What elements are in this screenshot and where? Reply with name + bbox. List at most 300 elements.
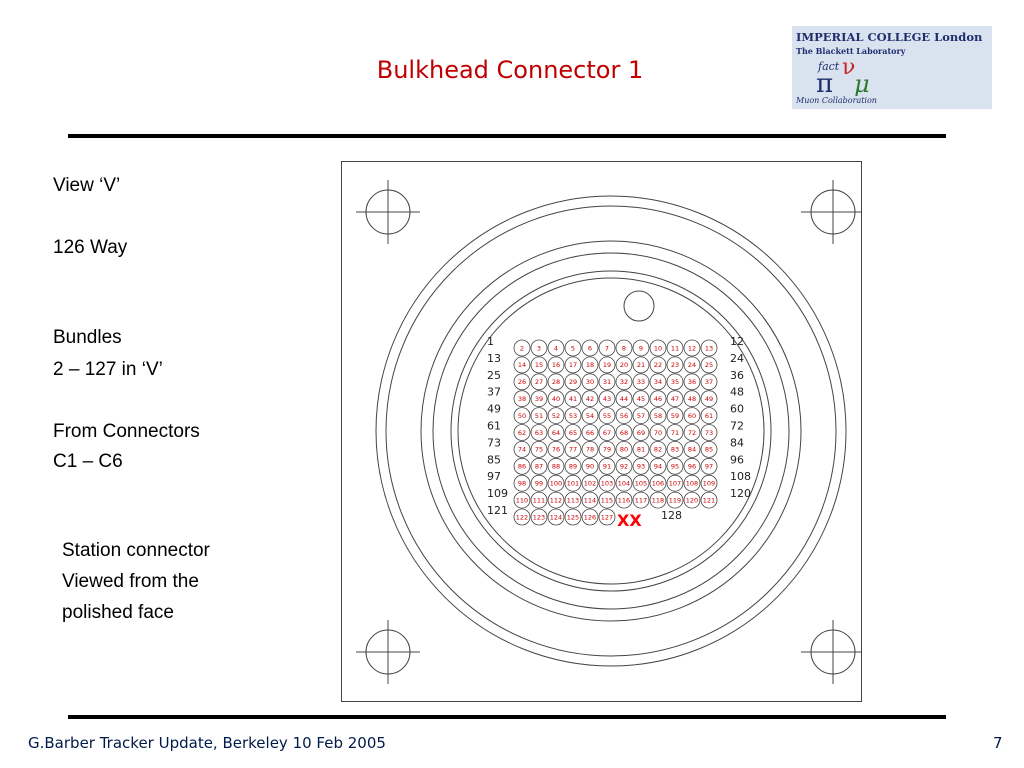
pin-113: [565, 492, 581, 508]
pin-121: [701, 492, 717, 508]
pin-33: [633, 374, 649, 390]
row-end-label-120: 120: [730, 487, 751, 501]
pin-107: [667, 475, 683, 491]
row-end-label-24: 24: [730, 351, 744, 365]
pin-38: [514, 391, 530, 407]
pin-50: [514, 408, 530, 424]
pin-19: [599, 357, 615, 373]
pin-number: 56: [619, 411, 629, 420]
pin-number: 20: [619, 361, 629, 370]
pin-number: 95: [670, 462, 680, 471]
pin-number: 4: [553, 344, 559, 353]
pin-number: 119: [668, 496, 682, 505]
pin-25: [701, 357, 717, 373]
pin-number: 71: [670, 428, 680, 437]
mounting-hole-bottom-right: [801, 620, 862, 684]
pin-103: [599, 475, 615, 491]
pin-42: [582, 391, 598, 407]
pin-number: 6: [587, 344, 593, 353]
pin-8: [616, 340, 632, 356]
row-end-label-12: 12: [730, 335, 744, 348]
pin-number: 126: [583, 513, 597, 522]
svg-text:π: π: [816, 69, 834, 96]
imperial-college-logo: [792, 26, 992, 109]
pin-3: [531, 340, 547, 356]
pin-number: 32: [619, 378, 629, 387]
pin-number: 55: [602, 411, 612, 420]
pin-39: [531, 391, 547, 407]
pin-number: 116: [617, 496, 631, 505]
pin-number: 96: [687, 462, 697, 471]
pin-number: 47: [670, 395, 680, 403]
pin-87: [531, 458, 547, 474]
pin-number: 72: [687, 428, 697, 437]
pin-number: 52: [551, 411, 561, 420]
pin-93: [633, 458, 649, 474]
caption-line-3: polished face: [62, 602, 174, 623]
pin-98: [514, 475, 530, 491]
row-start-label-109: 109: [487, 487, 508, 501]
mounting-hole-top-left: [356, 180, 420, 244]
pin-number: 9: [638, 344, 644, 353]
pin-number: 61: [704, 411, 714, 420]
pin-number: 10: [653, 344, 663, 353]
pin-number: 28: [551, 378, 561, 387]
connector-range: C1 – C6: [53, 451, 123, 472]
pin-13: [701, 340, 717, 356]
row-start-labels: [487, 335, 508, 517]
pin-128-label: 128: [661, 509, 682, 522]
pin-number: 99: [534, 479, 544, 488]
pin-10: [650, 340, 666, 356]
pin-122: [514, 509, 530, 525]
pin-111: [531, 492, 547, 508]
pin-27: [531, 374, 547, 390]
page-number: 7: [993, 734, 1003, 752]
pin-124: [548, 509, 564, 525]
caption-line-1: Station connector: [62, 540, 210, 561]
pin-115: [599, 492, 615, 508]
pin-63: [531, 425, 547, 441]
pin-72: [684, 425, 700, 441]
pin-number: 69: [636, 428, 646, 437]
pin-number: 65: [568, 428, 578, 437]
pin-61: [701, 408, 717, 424]
pin-49: [701, 391, 717, 407]
row-start-label-37: 37: [487, 385, 501, 399]
xx-marker: XX: [617, 511, 642, 530]
pin-number: 64: [551, 428, 561, 437]
pin-53: [565, 408, 581, 424]
pin-88: [548, 458, 564, 474]
pin-16: [548, 357, 564, 373]
pin-117: [633, 492, 649, 508]
row-start-label-85: 85: [487, 453, 501, 467]
row-start-label-121: 121: [487, 504, 508, 517]
pin-96: [684, 458, 700, 474]
pin-9: [633, 340, 649, 356]
pin-number: 57: [636, 411, 646, 420]
pin-number: 39: [534, 395, 544, 403]
logo-college-name: IMPERIAL COLLEGE London: [796, 30, 983, 44]
pin-number: 81: [636, 445, 646, 454]
pin-125: [565, 509, 581, 525]
row-start-label-61: 61: [487, 419, 501, 433]
pin-number: 105: [634, 479, 648, 488]
pin-number: 36: [687, 378, 697, 387]
pin-55: [599, 408, 615, 424]
row-end-labels: [730, 335, 751, 500]
pin-21: [633, 357, 649, 373]
pin-number: 62: [517, 428, 527, 437]
svg-text:fact: fact: [818, 60, 840, 73]
pin-number: 84: [687, 445, 697, 454]
row-end-label-48: 48: [730, 385, 744, 399]
pin-number: 35: [670, 378, 680, 387]
pin-18: [582, 357, 598, 373]
row-start-label-1: 1: [487, 335, 494, 348]
pin-number: 13: [704, 344, 714, 353]
bottom-divider: [68, 715, 946, 719]
row-end-label-60: 60: [730, 402, 744, 416]
pin-number: 41: [568, 395, 578, 403]
pin-104: [616, 475, 632, 491]
pin-number: 51: [534, 411, 544, 420]
pin-59: [667, 408, 683, 424]
pin-number: 109: [702, 479, 716, 488]
pin-number: 7: [604, 344, 610, 353]
logo-lab-name: The Blackett Laboratory: [796, 46, 906, 56]
pin-number: 124: [549, 513, 563, 522]
pin-number: 85: [704, 445, 714, 454]
pin-number: 79: [602, 445, 612, 454]
pin-15: [531, 357, 547, 373]
footer-text: G.Barber Tracker Update, Berkeley 10 Feb 2005: [28, 734, 386, 752]
pin-82: [650, 441, 666, 457]
pin-83: [667, 441, 683, 457]
pin-number: 120: [685, 496, 699, 505]
pin-37: [701, 374, 717, 390]
pin-108: [684, 475, 700, 491]
pin-number: 123: [532, 513, 546, 522]
pin-36: [684, 374, 700, 390]
pin-99: [531, 475, 547, 491]
pin-66: [582, 425, 598, 441]
pin-number: 87: [534, 462, 544, 471]
row-start-label-73: 73: [487, 436, 501, 450]
pin-11: [667, 340, 683, 356]
pin-grid: [514, 340, 717, 525]
pin-number: 117: [634, 496, 648, 505]
pin-57: [633, 408, 649, 424]
caption-line-2: Viewed from the: [62, 571, 199, 592]
mounting-hole-bottom-left: [356, 620, 420, 684]
pin-67: [599, 425, 615, 441]
pin-number: 29: [568, 378, 578, 387]
pin-number: 45: [636, 395, 646, 403]
pin-number: 33: [636, 378, 646, 387]
slide-title: Bulkhead Connector 1: [376, 56, 644, 84]
pin-number: 44: [619, 395, 629, 403]
pin-number: 103: [600, 479, 614, 488]
pin-81: [633, 441, 649, 457]
pin-24: [684, 357, 700, 373]
pin-114: [582, 492, 598, 508]
pin-number: 11: [670, 344, 680, 353]
pin-97: [701, 458, 717, 474]
pin-44: [616, 391, 632, 407]
pin-41: [565, 391, 581, 407]
pin-number: 43: [602, 395, 612, 403]
pin-number: 23: [670, 361, 680, 370]
pin-58: [650, 408, 666, 424]
pin-number: 2: [519, 344, 525, 353]
pin-number: 104: [617, 479, 631, 488]
pin-75: [531, 441, 547, 457]
pin-120: [684, 492, 700, 508]
pin-number: 22: [653, 361, 663, 370]
pin-number: 25: [704, 361, 714, 370]
pin-45: [633, 391, 649, 407]
pin-number: 107: [668, 479, 682, 488]
pin-number: 73: [704, 428, 714, 437]
pin-116: [616, 492, 632, 508]
pin-64: [548, 425, 564, 441]
pin-number: 21: [636, 361, 646, 370]
pin-48: [684, 391, 700, 407]
pin-number: 113: [566, 496, 580, 505]
pin-90: [582, 458, 598, 474]
pin-71: [667, 425, 683, 441]
pin-number: 127: [600, 513, 614, 522]
pin-126: [582, 509, 598, 525]
pin-number: 97: [704, 462, 714, 471]
pin-5: [565, 340, 581, 356]
pin-28: [548, 374, 564, 390]
bundles-label: Bundles: [53, 327, 122, 348]
pin-number: 75: [534, 445, 544, 454]
way-label: 126 Way: [53, 237, 128, 258]
pin-number: 74: [517, 445, 527, 454]
pin-32: [616, 374, 632, 390]
row-end-label-96: 96: [730, 453, 744, 467]
pin-number: 14: [517, 361, 527, 370]
pin-number: 37: [704, 378, 714, 387]
pin-65: [565, 425, 581, 441]
pin-number: 49: [704, 395, 714, 403]
pin-46: [650, 391, 666, 407]
pin-number: 48: [687, 395, 697, 403]
pin-79: [599, 441, 615, 457]
pin-number: 77: [568, 445, 578, 454]
pin-105: [633, 475, 649, 491]
pin-number: 38: [517, 395, 527, 403]
pin-number: 88: [551, 462, 561, 471]
pin-number: 78: [585, 445, 595, 454]
pin-number: 46: [653, 395, 663, 403]
pin-number: 17: [568, 361, 578, 370]
pin-94: [650, 458, 666, 474]
pin-80: [616, 441, 632, 457]
pin-85: [701, 441, 717, 457]
pin-51: [531, 408, 547, 424]
pin-number: 93: [636, 462, 646, 471]
pin-102: [582, 475, 598, 491]
pin-number: 90: [585, 462, 595, 471]
svg-text:ν: ν: [842, 56, 856, 80]
muon-logo-icon: [812, 56, 892, 96]
pin-number: 53: [568, 411, 578, 420]
pin-number: 24: [687, 361, 697, 370]
pin-number: 42: [585, 395, 595, 403]
pin-86: [514, 458, 530, 474]
pin-number: 30: [585, 378, 595, 387]
pin-number: 118: [651, 496, 665, 505]
pin-76: [548, 441, 564, 457]
row-end-label-108: 108: [730, 470, 751, 484]
pin-112: [548, 492, 564, 508]
pin-number: 18: [585, 361, 595, 370]
connector-drawing: [341, 161, 862, 702]
view-label: View ‘V’: [53, 175, 121, 196]
row-start-label-97: 97: [487, 470, 501, 484]
pin-17: [565, 357, 581, 373]
pin-number: 70: [653, 428, 663, 437]
row-end-label-36: 36: [730, 368, 744, 382]
pin-22: [650, 357, 666, 373]
pin-109: [701, 475, 717, 491]
pin-number: 12: [687, 344, 697, 353]
pin-52: [548, 408, 564, 424]
pin-number: 63: [534, 428, 544, 437]
pin-43: [599, 391, 615, 407]
pin-number: 54: [585, 411, 595, 420]
pin-number: 8: [621, 344, 627, 353]
pin-number: 19: [602, 361, 612, 370]
pin-77: [565, 441, 581, 457]
pin-60: [684, 408, 700, 424]
pin-29: [565, 374, 581, 390]
pin-95: [667, 458, 683, 474]
keyway-hole: [624, 291, 654, 321]
pin-number: 16: [551, 361, 561, 370]
pin-number: 76: [551, 445, 561, 454]
pin-number: 82: [653, 445, 663, 454]
pin-number: 68: [619, 428, 629, 437]
pin-number: 112: [549, 496, 563, 505]
pin-127: [599, 509, 615, 525]
pin-number: 121: [702, 496, 716, 505]
row-end-label-84: 84: [730, 436, 744, 450]
pin-89: [565, 458, 581, 474]
pin-number: 98: [517, 479, 527, 488]
pin-number: 106: [651, 479, 665, 488]
pin-number: 110: [515, 496, 529, 505]
pin-74: [514, 441, 530, 457]
bundles-range: 2 – 127 in ‘V’: [53, 359, 163, 380]
pin-84: [684, 441, 700, 457]
pin-12: [684, 340, 700, 356]
pin-number: 86: [517, 462, 527, 471]
pin-number: 27: [534, 378, 544, 387]
pin-number: 122: [515, 513, 529, 522]
row-start-label-49: 49: [487, 402, 501, 416]
pin-number: 101: [566, 479, 580, 488]
pin-47: [667, 391, 683, 407]
pin-7: [599, 340, 615, 356]
pin-number: 67: [602, 428, 612, 437]
svg-text:μ: μ: [854, 70, 870, 96]
pin-100: [548, 475, 564, 491]
pin-118: [650, 492, 666, 508]
pin-92: [616, 458, 632, 474]
pin-73: [701, 425, 717, 441]
pin-number: 34: [653, 378, 663, 387]
pin-6: [582, 340, 598, 356]
pin-54: [582, 408, 598, 424]
caption: [62, 535, 210, 628]
pin-31: [599, 374, 615, 390]
pin-number: 26: [517, 378, 527, 387]
pin-91: [599, 458, 615, 474]
pin-number: 94: [653, 462, 663, 471]
pin-30: [582, 374, 598, 390]
pin-number: 80: [619, 445, 629, 454]
pin-35: [667, 374, 683, 390]
pin-14: [514, 357, 530, 373]
pin-78: [582, 441, 598, 457]
pin-number: 60: [687, 411, 697, 420]
pin-number: 108: [685, 479, 699, 488]
pin-106: [650, 475, 666, 491]
pin-number: 114: [583, 496, 597, 505]
row-start-label-25: 25: [487, 368, 501, 382]
pin-70: [650, 425, 666, 441]
pin-56: [616, 408, 632, 424]
pin-68: [616, 425, 632, 441]
pin-26: [514, 374, 530, 390]
pin-69: [633, 425, 649, 441]
pin-number: 58: [653, 411, 663, 420]
pin-number: 5: [570, 344, 576, 353]
pin-2: [514, 340, 530, 356]
pin-number: 50: [517, 411, 527, 420]
pin-number: 3: [536, 344, 542, 353]
pin-40: [548, 391, 564, 407]
pin-number: 66: [585, 428, 595, 437]
pin-62: [514, 425, 530, 441]
pin-number: 59: [670, 411, 680, 420]
pin-number: 115: [600, 496, 614, 505]
pin-number: 89: [568, 462, 578, 471]
pin-23: [667, 357, 683, 373]
row-end-label-72: 72: [730, 419, 744, 433]
pin-number: 125: [566, 513, 580, 522]
pin-123: [531, 509, 547, 525]
pin-20: [616, 357, 632, 373]
mounting-hole-top-right: [801, 180, 862, 244]
pin-number: 92: [619, 462, 629, 471]
pin-4: [548, 340, 564, 356]
pin-number: 83: [670, 445, 680, 454]
pin-110: [514, 492, 530, 508]
logo-collaboration: Muon Collaboration: [796, 96, 877, 105]
top-divider: [68, 134, 946, 138]
pin-34: [650, 374, 666, 390]
from-connectors-label: From Connectors: [53, 421, 200, 442]
pin-number: 100: [549, 479, 563, 488]
pin-number: 40: [551, 395, 561, 403]
